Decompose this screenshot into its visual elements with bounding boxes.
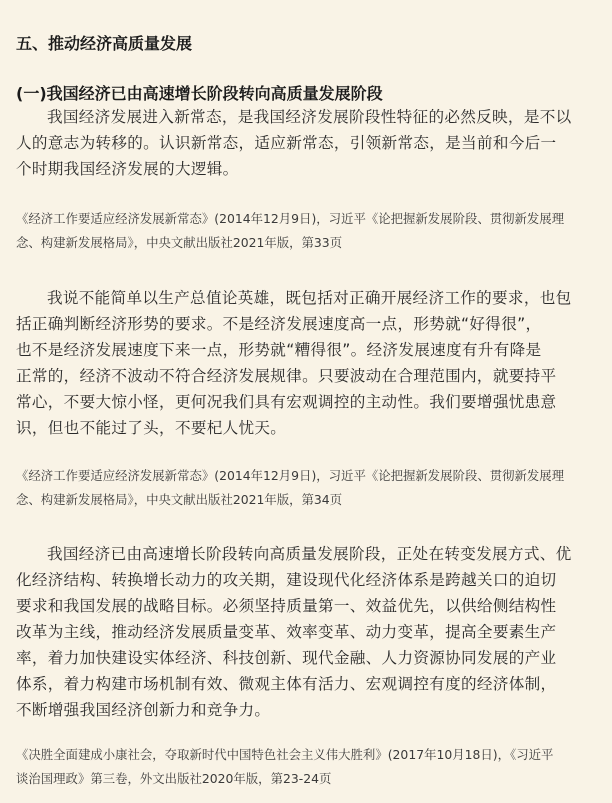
paragraph-line: 正常的，经济不波动不符合经济发展规律。只要波动在合理范围内，就要持平 [16, 367, 557, 385]
source-citation-1 [16, 207, 600, 255]
paragraph-line: 率，着力加快建设实体经济、科技创新、现代金融、人力资源协同发展的产业 [16, 649, 557, 667]
citation-line: 念、构建新发展格局》，中央文献出版社2021年版，第33页 [16, 235, 343, 250]
subsection-title: (一)我国经济已由高速增长阶段转向高质量发展阶段 [16, 84, 383, 103]
paragraph-line: 我国经济发展进入新常态，是我国经济发展阶段性特征的必然反映，是不以 [47, 108, 572, 126]
paragraph-line: 也不是经济发展速度下来一点，形势就“糟得很”。经济发展速度有升有降是 [16, 341, 542, 359]
paragraph-line: 体系，着力构建市场机制有效、微观主体有活力、宏观调控有度的经济体制， [16, 675, 557, 693]
citation-line: 《经济工作要适应经济发展新常态》(2014年12月9日)，习近平《论把握新发展阶段、贯彻新发展理 [16, 468, 565, 483]
paragraph-line: 我说不能简单以生产总值论英雄，既包括对正确开展经济工作的要求，也包 [47, 289, 572, 307]
paragraph-line: 括正确判断经济形势的要求。不是经济发展速度高一点，形势就“好得很”， [16, 315, 542, 333]
paragraph-line: 改革为主线，推动经济发展质量变革、效率变革、动力变革，提高全要素生产 [16, 623, 557, 641]
paragraph-line: 要求和我国发展的战略目标。必须坚持质量第一、效益优先，以供给侧结构性 [16, 597, 557, 615]
paragraph-line: 常心，不要大惊小怪，更何况我们具有宏观调控的主动性。我们要增强忧患意 [16, 393, 557, 411]
citation-line: 《经济工作要适应经济发展新常态》(2014年12月9日)，习近平《论把握新发展阶段、贯彻新发展理 [16, 211, 565, 226]
quote-paragraph-3 [16, 541, 600, 723]
section-title: 五、推动经济高质量发展 [16, 34, 193, 53]
paragraph-line: 我国经济已由高速增长阶段转向高质量发展阶段，正处在转变发展方式、优 [47, 545, 572, 563]
source-citation-2 [16, 464, 600, 512]
quote-paragraph-2 [16, 285, 600, 441]
paragraph-line: 不断增强我国经济创新力和竞争力。 [16, 701, 271, 719]
source-citation-3 [16, 743, 600, 791]
citation-line: 谈治国理政》第三卷，外文出版社2020年版，第23-24页 [16, 771, 332, 786]
quote-paragraph-1 [16, 104, 600, 182]
citation-line: 《决胜全面建成小康社会，夺取新时代中国特色社会主义伟大胜利》(2017年10月18日)，《习近平 [16, 747, 554, 762]
paragraph-line: 识，但也不能过了头，不要杞人忧天。 [16, 419, 287, 437]
paragraph-line: 个时期我国经济发展的大逻辑。 [16, 160, 239, 178]
paragraph-line: 化经济结构、转换增长动力的攻关期，建设现代化经济体系是跨越关口的迫切 [16, 571, 557, 589]
paragraph-line: 人的意志为转移的。认识新常态，适应新常态，引领新常态，是当前和今后一 [16, 134, 557, 152]
citation-line: 念、构建新发展格局》，中央文献出版社2021年版，第34页 [16, 492, 343, 507]
